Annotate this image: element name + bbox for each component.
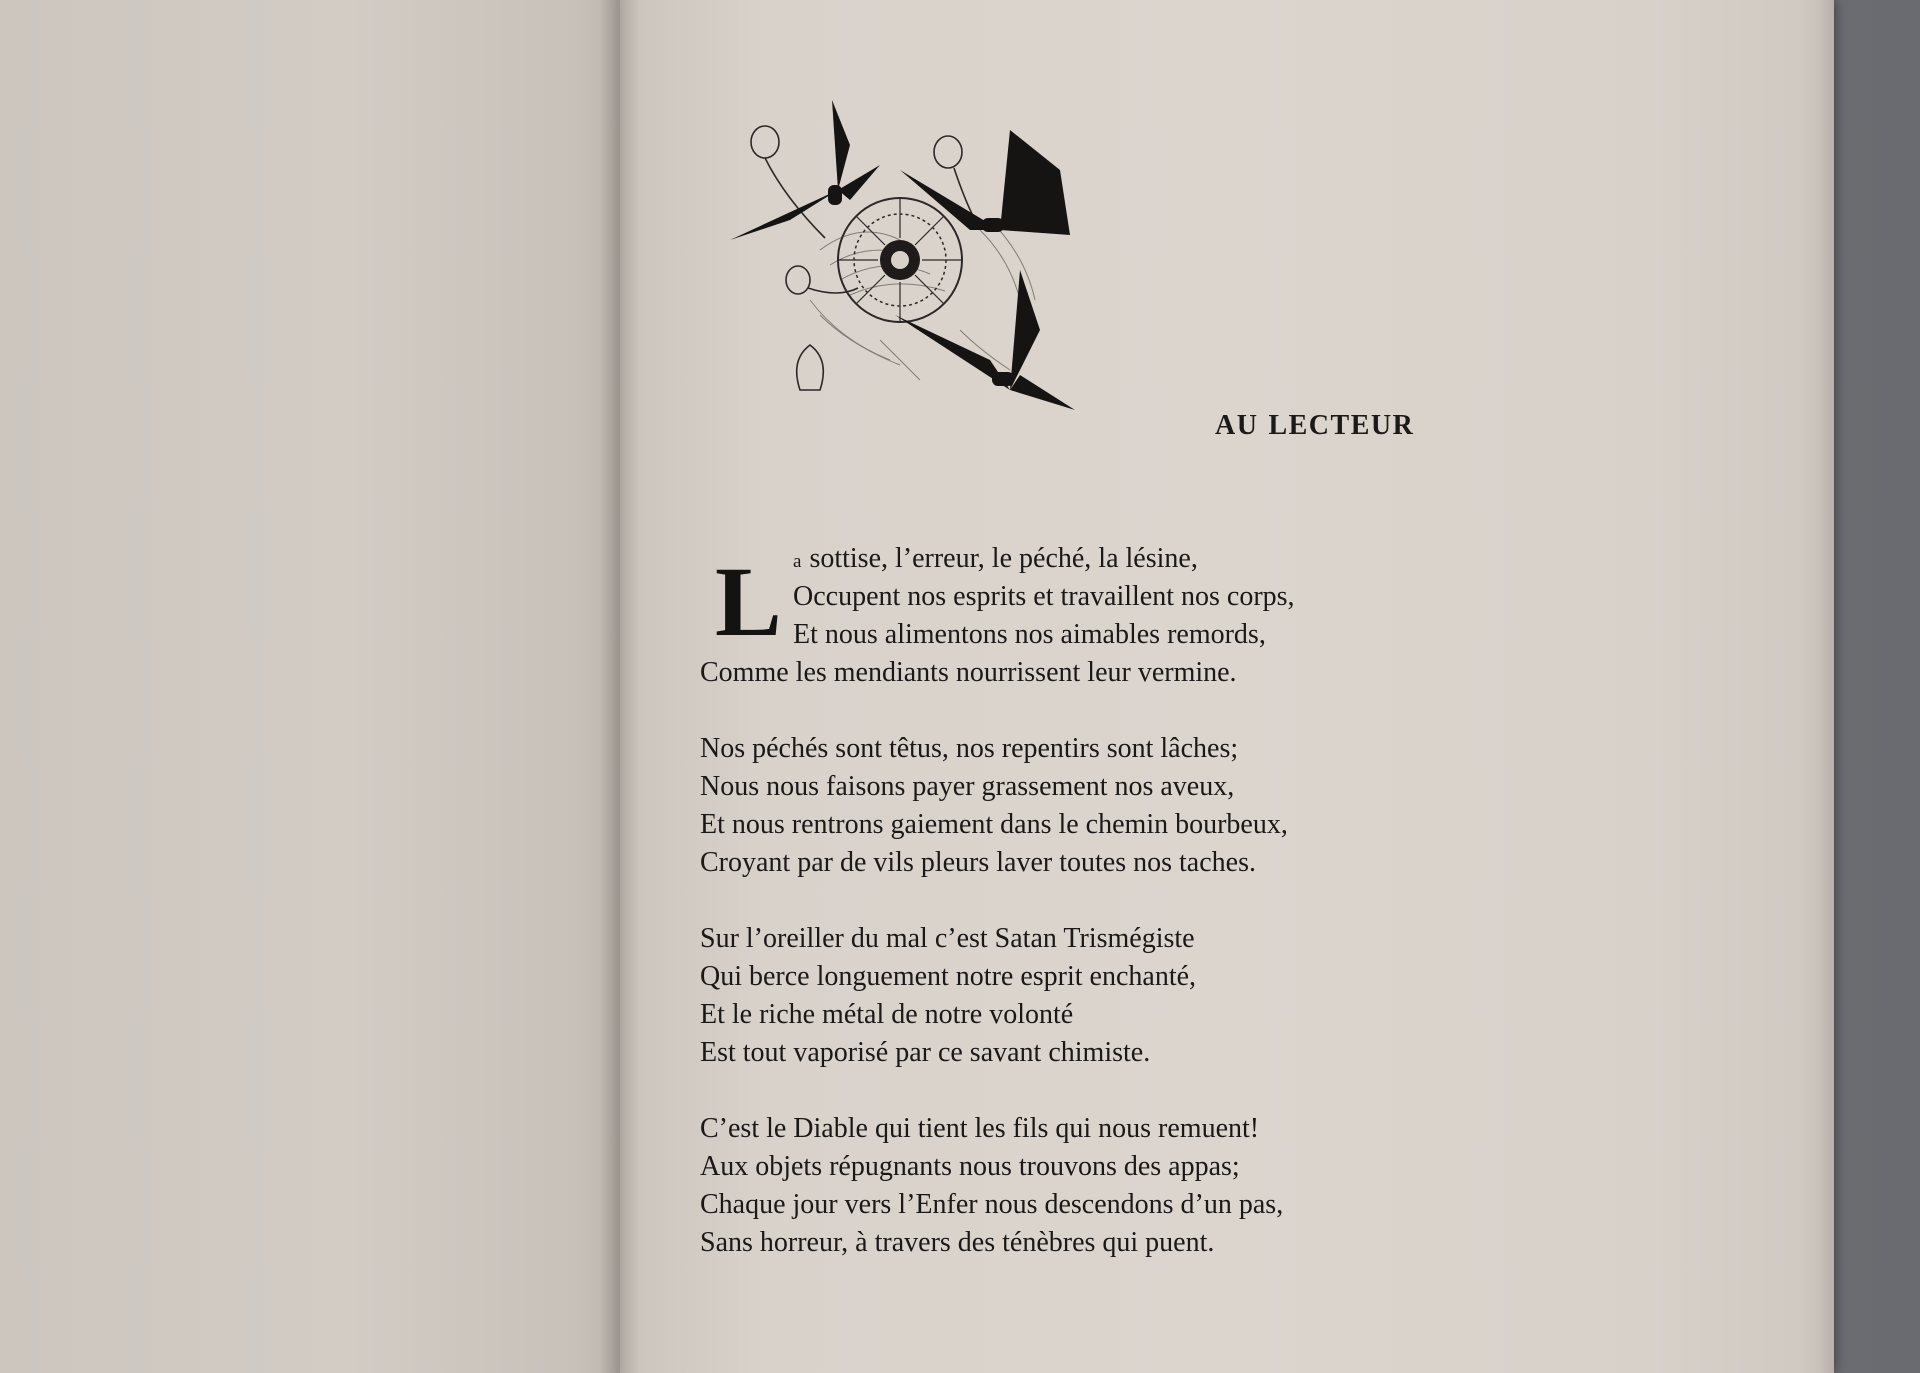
poem-line: C’est le Diable qui tient les fils qui nous remuent! [700, 1113, 1260, 1144]
poem-line: Nos péchés sont têtus, nos repentirs sont lâches; [700, 733, 1239, 764]
poem-line: Chaque jour vers l’Enfer nous descendons d’un pas, [700, 1189, 1284, 1220]
poem-line: Aux objets répugnants nous trouvons des appas; [700, 1151, 1240, 1182]
poem-line: Est tout vaporisé par ce savant chimiste. [700, 1037, 1151, 1068]
poem-line: Occupent nos esprits et travaillent nos corps, [793, 581, 1295, 612]
flower-icon [838, 198, 962, 322]
butterfly-icon [895, 270, 1075, 410]
small-cap-letter: a [793, 551, 803, 572]
stanza-3 [700, 920, 1460, 1072]
poem-title [1215, 410, 1414, 442]
butterfly-illustration [720, 90, 1120, 430]
poem-line: Qui berce longuement notre esprit enchanté, [700, 961, 1197, 992]
poem-line: Sur l’oreiller du mal c’est Satan Trismégiste [700, 923, 1195, 954]
poem-line: Sans horreur, à travers des ténèbres qui puent. [700, 1227, 1215, 1258]
butterfly-icon [730, 100, 880, 240]
left-page-blank [0, 0, 625, 1373]
seed-pod-icon [751, 126, 974, 390]
poem-line: Nous nous faisons payer grassement nos aveux, [700, 771, 1235, 802]
butterfly-icon [900, 130, 1070, 235]
title-word-2: LECTEUR [1268, 410, 1415, 441]
poem-line: a sottise, l’erreur, le péché, la lésine, [793, 543, 1198, 574]
page-edge [1796, 0, 1834, 1373]
stanza-4 [700, 1110, 1460, 1262]
book-gutter [600, 0, 640, 1373]
drop-cap: L [715, 546, 782, 657]
stanza-1 [700, 540, 1460, 692]
poem-body [700, 540, 1460, 1300]
poem-line: Comme les mendiants nourrissent leur vermine. [700, 657, 1237, 688]
title-word-1: AU [1215, 410, 1259, 441]
poem-line: Et nous rentrons gaiement dans le chemin bourbeux, [700, 809, 1288, 840]
stanza-2 [700, 730, 1460, 882]
poem-line: Croyant par de vils pleurs laver toutes nos taches. [700, 847, 1256, 878]
poem-line: Et nous alimentons nos aimables remords, [793, 619, 1266, 650]
poem-line: Et le riche métal de notre volonté [700, 999, 1074, 1030]
